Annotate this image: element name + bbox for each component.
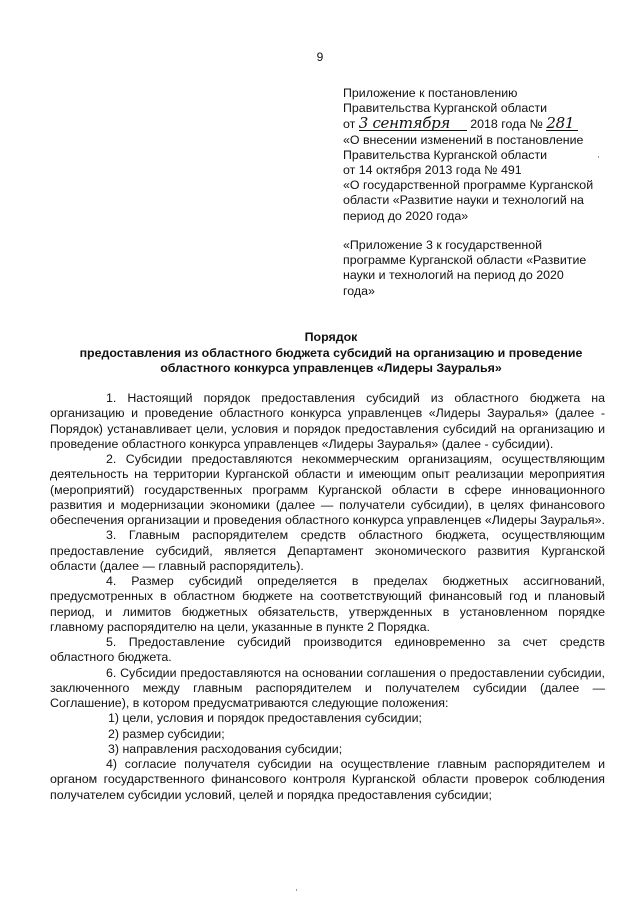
paragraph-6: 6. Субсидии предоставляются на основании соглашения о предоставлении субсидии, заключенного между главным распорядителем и получателем субсидии (далее — Соглашение), в котором предусматриваются следующие положения:	[50, 665, 605, 710]
scan-speck	[296, 889, 297, 891]
handwritten-number: 281	[546, 116, 578, 131]
appendix-line-4: года»	[343, 283, 375, 298]
page-number: 9	[316, 50, 324, 64]
appendix-line-1: «Приложение 3 к государственной	[343, 238, 543, 252]
paragraph-3: 3. Главным распорядителем средств областного бюджета, осуществляющим предоставление субсидий, является Департамент экономического развития Курганской области (далее — главный распорядитель).	[50, 528, 605, 573]
header-line-1: Приложение к постановлению	[343, 86, 518, 100]
header-line-5: Правительства Курганской области	[343, 147, 548, 162]
header-date-line	[343, 116, 613, 132]
header-line-6: от 14 октября 2013 года № 491	[343, 163, 522, 178]
title-line-1: Порядок	[304, 330, 358, 344]
approval-header	[343, 86, 613, 224]
list-item: 1) цели, условия и порядок предоставления субсидии;	[108, 711, 422, 726]
list-item: 2) размер субсидии;	[108, 726, 225, 741]
header-line-2: Правительства Курганской области	[343, 101, 548, 116]
header-line-8: области «Развитие науки и технологий на	[343, 193, 584, 208]
paragraph-5: 5. Предоставление субсидий производится единовременно за счет средств областного бюджета.	[50, 635, 605, 665]
list-item: 3) направления расходования субсидии;	[108, 741, 343, 756]
appendix-reference	[343, 238, 605, 299]
header-line-7: «О государственной программе Курганской	[343, 178, 594, 193]
appendix-line-3: науки и технологий на период до 2020	[343, 268, 564, 283]
list-item-4: 4) согласие получателя субсидии на осуществление главным распорядителем и органом государственного финансового контроля Курганской области проверок соблюдения получателем субсидии условий, целей и порядка предоставления субсидии;	[50, 757, 605, 802]
title-line-2: предоставления из областного бюджета субсидий на организацию и проведение	[79, 345, 583, 360]
header-year-text: 2018 года №	[470, 117, 543, 132]
appendix-line-2: программе Курганской области «Развитие	[343, 253, 587, 268]
title-line-3: областного конкурса управленцев «Лидеры Зауралья»	[160, 361, 502, 375]
header-line-9: период до 2020 года»	[343, 208, 469, 223]
document-title	[50, 330, 612, 377]
header-ot-label: от	[343, 117, 356, 132]
handwritten-date: 3 сентября	[359, 116, 467, 131]
paragraph-1: 1. Настоящий порядок предоставления субсидий из областного бюджета на организацию и проведение областного конкурса управленцев «Лидеры Зауралья» (далее - Порядок) устанавливает цели, условия и порядок предоставления субсидий на организацию и проведение областного конкурса управленцев «Лидеры Зауралья» (далее - субсидии).	[50, 391, 605, 451]
scan-speck	[598, 156, 599, 158]
document-body	[50, 391, 605, 803]
paragraph-4: 4. Размер субсидий определяется в пределах бюджетных ассигнований, предусмотренных в областном бюджете на соответствующий финансовый год и плановый период, и лимитов бюджетных обязательств, утвержденных в установленном порядке главному распорядителю на цели, указанные в пункте 2 Порядка.	[50, 574, 605, 634]
header-line-4: «О внесении изменений в постановление	[343, 132, 584, 147]
paragraph-2: 2. Субсидии предоставляются некоммерческим организациям, осуществляющим деятельность на территории Курганской области и имеющим опыт реализации мероприятия (мероприятий) государственных программ Курганской области в сфере инновационного развития и модернизации экономики (далее — получатели субсидии), в целях финансового обеспечения организации и проведения областного конкурса управленцев «Лидеры Зауралья».	[50, 452, 605, 527]
